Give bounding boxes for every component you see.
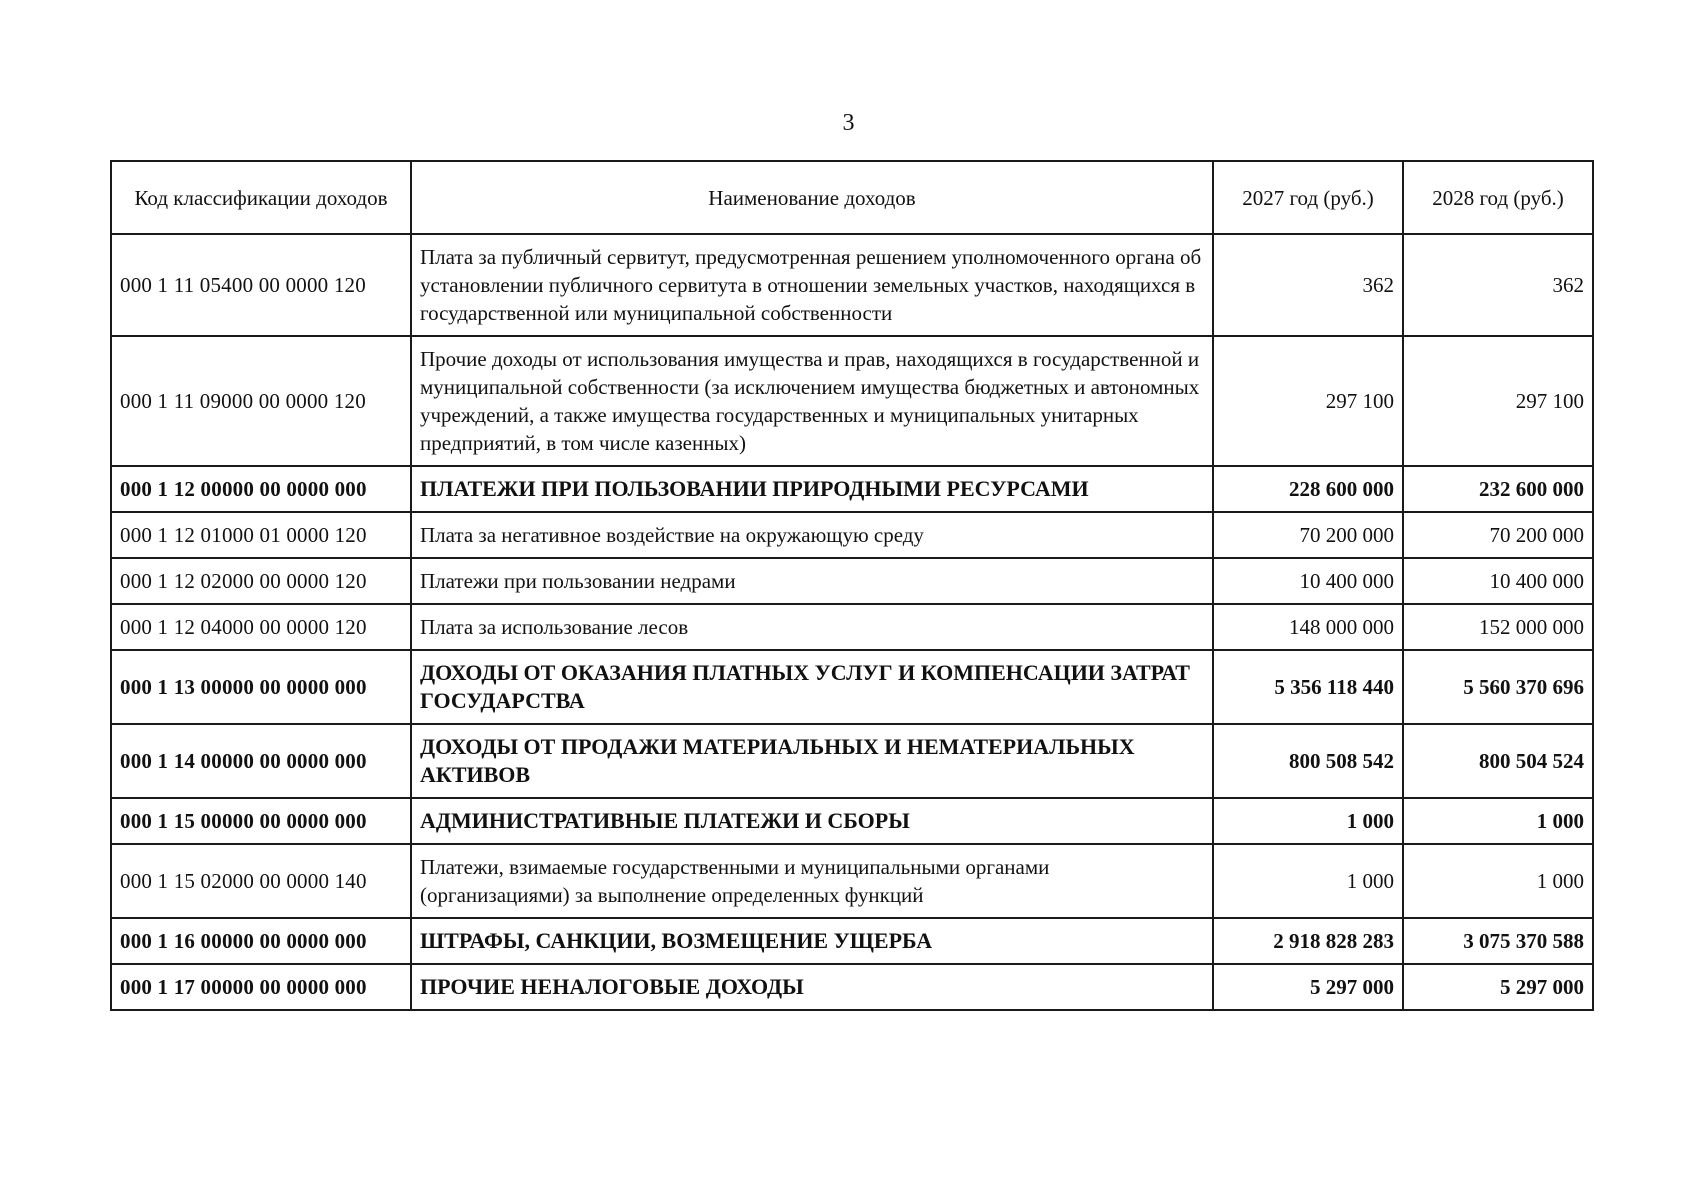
income-code: 000 1 16 00000 00 0000 000: [111, 918, 411, 964]
header-code: Код классификации доходов: [111, 161, 411, 234]
header-year-2028: 2028 год (руб.): [1403, 161, 1593, 234]
income-name: Плата за публичный сервитут, предусмотренная решением уполномоченного органа об установлении публичного сервитута в отношении земельных участков, находящихся в государственной или муниципальной собственности: [411, 234, 1213, 336]
amount-2028: 5 297 000: [1403, 964, 1593, 1010]
income-name: ПЛАТЕЖИ ПРИ ПОЛЬЗОВАНИИ ПРИРОДНЫМИ РЕСУРСАМИ: [411, 466, 1213, 512]
income-code: 000 1 12 04000 00 0000 120: [111, 604, 411, 650]
amount-2028: 1 000: [1403, 798, 1593, 844]
income-code: 000 1 12 00000 00 0000 000: [111, 466, 411, 512]
income-code: 000 1 17 00000 00 0000 000: [111, 964, 411, 1010]
table-row: [111, 604, 1593, 650]
income-name: Прочие доходы от использования имущества и прав, находящихся в государственной и муниципальной собственности (за исключением имущества бюджетных и автономных учреждений, а также имущества государственных и муниципальных унитарных предприятий, в том числе казенных): [411, 336, 1213, 466]
table-row: [111, 844, 1593, 918]
table-row: [111, 558, 1593, 604]
table-body: [111, 234, 1593, 1010]
header-year-2027: 2027 год (руб.): [1213, 161, 1403, 234]
table-row: [111, 512, 1593, 558]
amount-2027: 2 918 828 283: [1213, 918, 1403, 964]
income-code: 000 1 13 00000 00 0000 000: [111, 650, 411, 724]
table-row-group-total: [111, 798, 1593, 844]
amount-2027: 5 356 118 440: [1213, 650, 1403, 724]
income-code: 000 1 12 02000 00 0000 120: [111, 558, 411, 604]
table-row-group-total: [111, 918, 1593, 964]
income-code: 000 1 11 09000 00 0000 120: [111, 336, 411, 466]
page-number: 3: [842, 110, 855, 136]
amount-2028: 152 000 000: [1403, 604, 1593, 650]
table-row-group-total: [111, 964, 1593, 1010]
table-row-group-total: [111, 650, 1593, 724]
table-header: [111, 161, 1593, 234]
amount-2027: 1 000: [1213, 798, 1403, 844]
income-name: Плата за негативное воздействие на окружающую среду: [411, 512, 1213, 558]
income-code: 000 1 11 05400 00 0000 120: [111, 234, 411, 336]
income-code: 000 1 15 00000 00 0000 000: [111, 798, 411, 844]
table-row: [111, 234, 1593, 336]
income-code: 000 1 12 01000 01 0000 120: [111, 512, 411, 558]
amount-2028: 1 000: [1403, 844, 1593, 918]
income-code: 000 1 14 00000 00 0000 000: [111, 724, 411, 798]
income-name: Плата за использование лесов: [411, 604, 1213, 650]
income-code: 000 1 15 02000 00 0000 140: [111, 844, 411, 918]
amount-2027: 148 000 000: [1213, 604, 1403, 650]
income-name: ДОХОДЫ ОТ ОКАЗАНИЯ ПЛАТНЫХ УСЛУГ И КОМПЕНСАЦИИ ЗАТРАТ ГОСУДАРСТВА: [411, 650, 1213, 724]
table-row: [111, 336, 1593, 466]
amount-2027: 800 508 542: [1213, 724, 1403, 798]
revenue-table: [110, 160, 1594, 1011]
amount-2027: 10 400 000: [1213, 558, 1403, 604]
amount-2028: 232 600 000: [1403, 466, 1593, 512]
income-name: Платежи при пользовании недрами: [411, 558, 1213, 604]
table-row-group-total: [111, 724, 1593, 798]
amount-2027: 70 200 000: [1213, 512, 1403, 558]
amount-2027: 5 297 000: [1213, 964, 1403, 1010]
income-name: АДМИНИСТРАТИВНЫЕ ПЛАТЕЖИ И СБОРЫ: [411, 798, 1213, 844]
amount-2028: 362: [1403, 234, 1593, 336]
header-row: [111, 161, 1593, 234]
amount-2028: 297 100: [1403, 336, 1593, 466]
amount-2027: 1 000: [1213, 844, 1403, 918]
amount-2028: 10 400 000: [1403, 558, 1593, 604]
amount-2028: 70 200 000: [1403, 512, 1593, 558]
amount-2028: 800 504 524: [1403, 724, 1593, 798]
header-name: Наименование доходов: [411, 161, 1213, 234]
income-name: ПРОЧИЕ НЕНАЛОГОВЫЕ ДОХОДЫ: [411, 964, 1213, 1010]
table-row-group-total: [111, 466, 1593, 512]
income-name: Платежи, взимаемые государственными и муниципальными органами (организациями) за выполнение определенных функций: [411, 844, 1213, 918]
amount-2027: 362: [1213, 234, 1403, 336]
amount-2028: 3 075 370 588: [1403, 918, 1593, 964]
amount-2027: 297 100: [1213, 336, 1403, 466]
amount-2027: 228 600 000: [1213, 466, 1403, 512]
income-name: ДОХОДЫ ОТ ПРОДАЖИ МАТЕРИАЛЬНЫХ И НЕМАТЕРИАЛЬНЫХ АКТИВОВ: [411, 724, 1213, 798]
amount-2028: 5 560 370 696: [1403, 650, 1593, 724]
income-name: ШТРАФЫ, САНКЦИИ, ВОЗМЕЩЕНИЕ УЩЕРБА: [411, 918, 1213, 964]
